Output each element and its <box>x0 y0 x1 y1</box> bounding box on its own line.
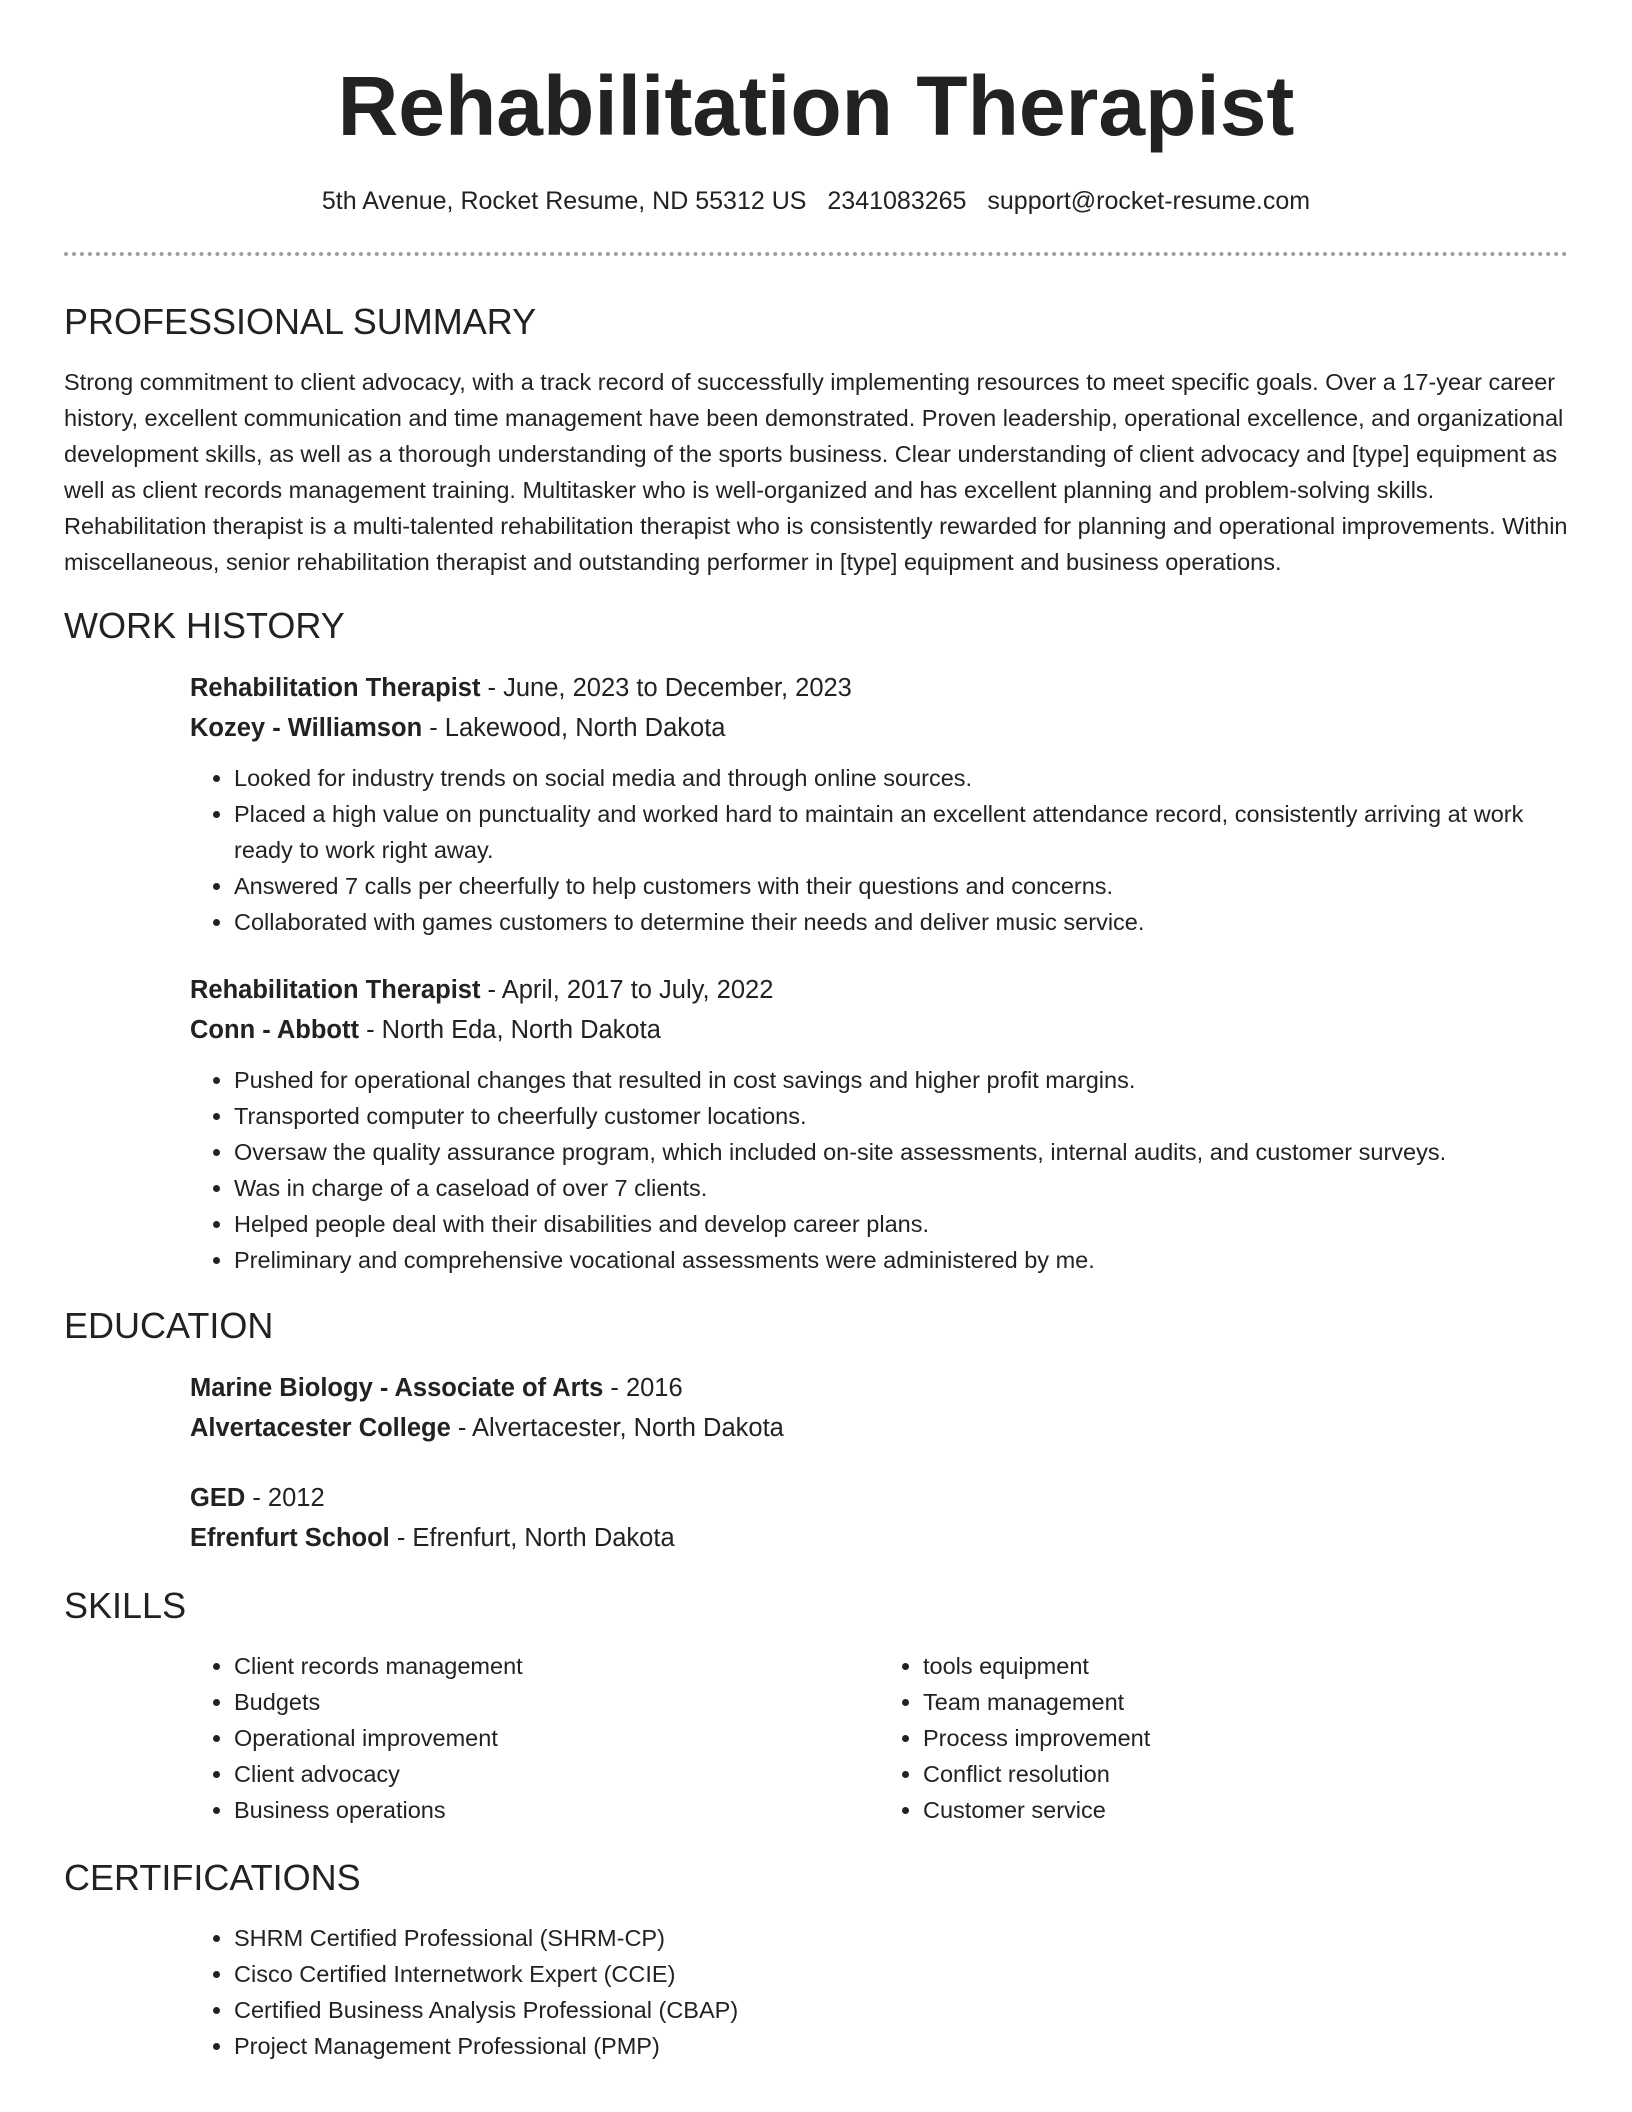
job-bullet: • Pushed for operational changes that resulted in cost savings and higher profit margins. <box>234 1062 1568 1098</box>
education-degree-line <box>190 1368 1568 1408</box>
education-location: - Alvertacester, North Dakota <box>450 1414 784 1442</box>
skill-item: • Process improvement <box>923 1720 1568 1756</box>
work-history-title: WORK HISTORY <box>64 605 345 646</box>
skill-item: • Client advocacy <box>234 1756 879 1792</box>
education-title: EDUCATION <box>64 1305 274 1346</box>
certification-item: • Project Management Professional (PMP) <box>234 2028 1568 2064</box>
education-school-line <box>190 1518 1568 1558</box>
job-bullet: • Oversaw the quality assurance program, which included on-site assessments, internal audits, and customer surveys. <box>234 1134 1568 1170</box>
contact-phone: 2341083265 <box>827 187 967 215</box>
skill-item: • Operational improvement <box>234 1720 879 1756</box>
certification-item: • SHRM Certified Professional (SHRM-CP) <box>234 1920 1568 1956</box>
resume-name: Rehabilitation Therapist <box>337 59 1295 153</box>
skill-item: • Business operations <box>234 1792 879 1828</box>
contact-address: 5th Avenue, Rocket Resume, ND 55312 US <box>321 187 807 215</box>
education-year: - 2012 <box>245 1484 325 1512</box>
job-entry <box>190 970 1568 1278</box>
header-divider <box>64 252 1568 256</box>
job-role: Rehabilitation Therapist <box>190 976 481 1004</box>
job-bullet: • Preliminary and comprehensive vocational assessments were administered by me. <box>234 1242 1568 1278</box>
job-company-line <box>190 708 1568 748</box>
skill-item: • tools equipment <box>923 1648 1568 1684</box>
skills-list <box>190 1648 1568 1828</box>
education-degree-line <box>190 1478 1568 1518</box>
job-company-line <box>190 1010 1568 1050</box>
summary-text: Strong commitment to client advocacy, with a track record of successfully implementing resources to meet specific goals. Over a 17-year career history, excellent communication and time management have been demonstrated. Proven leadership, operational excellence, and organizational development skills, as well as a thorough understanding of the sports business. Clear understanding of client advocacy and [type] equipment as well as client records management training. Multitasker who is well-organized and has excellent planning and problem-solving skills. Rehabilitation therapist is a multi-talented rehabilitation therapist who is consistently rewarded for planning and operational improvements. Within miscellaneous, senior rehabilitation therapist and outstanding performer in [type] equipment and business operations. <box>64 369 1568 575</box>
education-school: Alvertacester College <box>190 1414 451 1442</box>
job-title-line <box>190 970 1568 1010</box>
certifications-list <box>190 1920 1568 2064</box>
skill-item: • Budgets <box>234 1684 879 1720</box>
education-entry <box>190 1368 1568 1448</box>
job-role: Rehabilitation Therapist <box>190 674 481 702</box>
skills-title: SKILLS <box>64 1585 187 1626</box>
skill-item: • Conflict resolution <box>923 1756 1568 1792</box>
education-location: - Efrenfurt, North Dakota <box>389 1524 675 1552</box>
job-company: Conn - Abbott <box>190 1016 359 1044</box>
job-bullet: • Placed a high value on punctuality and worked hard to maintain an excellent attendance record, consistently arriving at work ready to work right away. <box>234 796 1568 868</box>
job-bullet: • Answered 7 calls per cheerfully to help customers with their questions and concerns. <box>234 868 1568 904</box>
job-bullet: • Collaborated with games customers to determine their needs and deliver music service. <box>234 904 1568 940</box>
job-bullet: • Transported computer to cheerfully customer locations. <box>234 1098 1568 1134</box>
resume-page <box>64 0 1568 2064</box>
skills-column-left <box>190 1648 879 1828</box>
job-location: - North Eda, North Dakota <box>359 1016 661 1044</box>
skill-item: • Team management <box>923 1684 1568 1720</box>
job-bullet: • Looked for industry trends on social media and through online sources. <box>234 760 1568 796</box>
job-location: - Lakewood, North Dakota <box>422 714 726 742</box>
certification-item: • Cisco Certified Internetwork Expert (CCIE) <box>234 1956 1568 1992</box>
job-dates: - June, 2023 to December, 2023 <box>480 674 852 702</box>
job-bullet: • Was in charge of a caseload of over 7 clients. <box>234 1170 1568 1206</box>
summary-title: PROFESSIONAL SUMMARY <box>64 301 537 342</box>
education-school-line <box>190 1408 1568 1448</box>
education-entry <box>190 1478 1568 1558</box>
education-year: - 2016 <box>603 1374 683 1402</box>
education-school: Efrenfurt School <box>190 1524 390 1552</box>
job-bullets <box>190 1062 1568 1278</box>
job-bullet: • Helped people deal with their disabilities and develop career plans. <box>234 1206 1568 1242</box>
education-degree: GED <box>190 1484 246 1512</box>
certification-item: • Certified Business Analysis Professional (CBAP) <box>234 1992 1568 2028</box>
contact-line <box>64 184 1568 218</box>
skills-column-right <box>879 1648 1568 1828</box>
skill-item: • Client records management <box>234 1648 879 1684</box>
contact-email: support@rocket-resume.com <box>987 187 1311 215</box>
certifications-title: CERTIFICATIONS <box>64 1857 361 1898</box>
job-bullets <box>190 760 1568 940</box>
certification-bullets <box>190 1920 1568 2064</box>
job-company: Kozey - Williamson <box>190 714 423 742</box>
job-title-line <box>190 668 1568 708</box>
skill-item: • Customer service <box>923 1792 1568 1828</box>
job-dates: - April, 2017 to July, 2022 <box>480 976 774 1004</box>
education-degree: Marine Biology - Associate of Arts <box>190 1374 604 1402</box>
job-entry <box>190 668 1568 940</box>
